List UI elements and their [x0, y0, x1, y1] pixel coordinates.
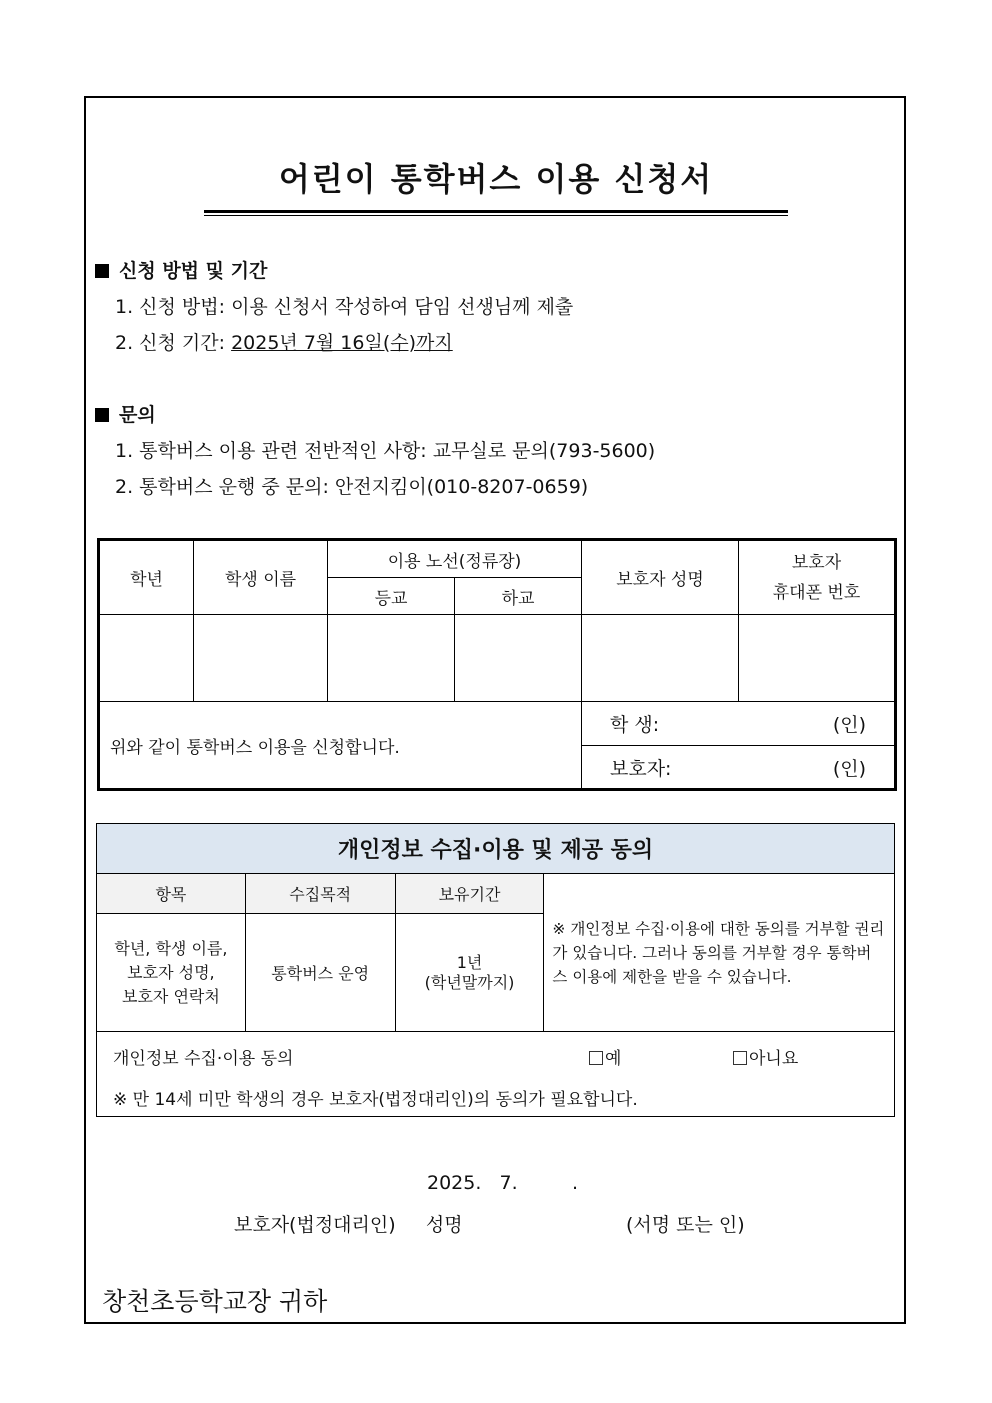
consent-heading: 개인정보 수집·이용 및 제공 동의 [97, 824, 895, 874]
period-line2: (학년말까지) [424, 972, 515, 992]
consent-agreement-cell [97, 1032, 895, 1117]
inquiry-operation: 2. 통학버스 운행 중 문의: 안전지킴이(010-8207-0659) [115, 476, 589, 498]
col-item: 항목 [97, 874, 246, 914]
inquiry-general: 1. 통학버스 이용 관련 전반적인 사항: 교무실로 문의(793-5600) [115, 440, 656, 462]
title-underline-thin [204, 215, 788, 216]
item-line3: 보호자 연락처 [121, 986, 220, 1006]
consent-no-option[interactable] [733, 1044, 798, 1069]
guardian-phone-field[interactable] [739, 615, 896, 702]
grade-field[interactable] [99, 615, 194, 702]
period-date: 2025년 7월 16일(수)까지 [231, 332, 453, 354]
purpose-cell: 통학버스 운영 [245, 914, 395, 1032]
item-line2: 보호자 성명, [127, 962, 215, 982]
section-application-heading [95, 256, 267, 283]
from-school-route-field[interactable] [455, 615, 582, 702]
square-bullet-icon [95, 264, 109, 278]
col-from-school: 하교 [455, 578, 582, 615]
student-seal: (인) [832, 714, 866, 736]
student-sign-row[interactable] [582, 702, 896, 746]
section-inquiry-heading [95, 400, 156, 427]
application-table [97, 538, 897, 791]
minor-consent-note: ※ 만 14세 미만 학생의 경우 보호자(법정대리인)의 동의가 필요합니다. [113, 1090, 638, 1110]
section-heading-text: 신청 방법 및 기간 [119, 260, 268, 282]
col-guardian-phone-line2: 휴대폰 번호 [772, 582, 861, 603]
option-no-label: 아니요 [749, 1049, 799, 1069]
col-period: 보유기간 [395, 874, 544, 914]
student-name-field[interactable] [194, 615, 328, 702]
period-label: 2. 신청 기간: [115, 332, 232, 354]
student-sign-label: 학 생: [610, 714, 660, 736]
consent-yes-option[interactable] [589, 1044, 621, 1069]
col-grade: 학년 [99, 540, 194, 615]
guardian-sign-label: 보호자: [610, 757, 672, 780]
col-guardian-name: 보호자 성명 [582, 540, 739, 615]
consent-label: 개인정보 수집·이용 동의 [113, 1049, 294, 1069]
col-route: 이용 노선(정류장) [328, 540, 582, 578]
guardian-name-field[interactable] [582, 615, 739, 702]
period-cell [395, 914, 544, 1032]
col-guardian-phone [739, 540, 896, 615]
application-method: 1. 신청 방법: 이용 신청서 작성하여 담임 선생님께 제출 [115, 296, 574, 318]
application-period [115, 328, 453, 355]
col-purpose: 수집목적 [245, 874, 395, 914]
item-line1: 학년, 학생 이름, [114, 938, 228, 958]
checkbox-icon[interactable] [733, 1051, 747, 1065]
guardian-signature-label: 보호자(법정대리인) 성명 [234, 1214, 463, 1236]
sign-hint: (서명 또는 인) [626, 1214, 745, 1236]
checkbox-icon[interactable] [589, 1051, 603, 1065]
guardian-sign-row[interactable] [582, 746, 896, 790]
signature-date: 2025. 7. . [427, 1172, 579, 1194]
title-underline [204, 210, 788, 213]
col-student-name: 학생 이름 [194, 540, 328, 615]
option-yes-label: 예 [605, 1049, 622, 1069]
square-bullet-icon [95, 408, 109, 422]
guardian-seal: (인) [832, 757, 866, 780]
col-guardian-phone-line1: 보호자 [791, 552, 842, 573]
consent-table [96, 823, 895, 1117]
declaration: 위와 같이 통학버스 이용을 신청합니다. [99, 702, 582, 790]
consent-refusal-note: ※ 개인정보 수집·이용에 대한 동의를 거부할 권리가 있습니다. 그러나 동의를 거부할 경우 통학버스 이용에 제한을 받을 수 있습니다. [544, 874, 895, 1032]
item-cell [97, 914, 246, 1032]
addressee: 창천초등학교장 귀하 [102, 1287, 328, 1316]
col-to-school: 등교 [328, 578, 455, 615]
period-line1: 1년 [456, 952, 483, 972]
to-school-route-field[interactable] [328, 615, 455, 702]
page-title: 어린이 통학버스 이용 신청서 [278, 160, 714, 198]
section-heading-text: 문의 [119, 404, 156, 426]
